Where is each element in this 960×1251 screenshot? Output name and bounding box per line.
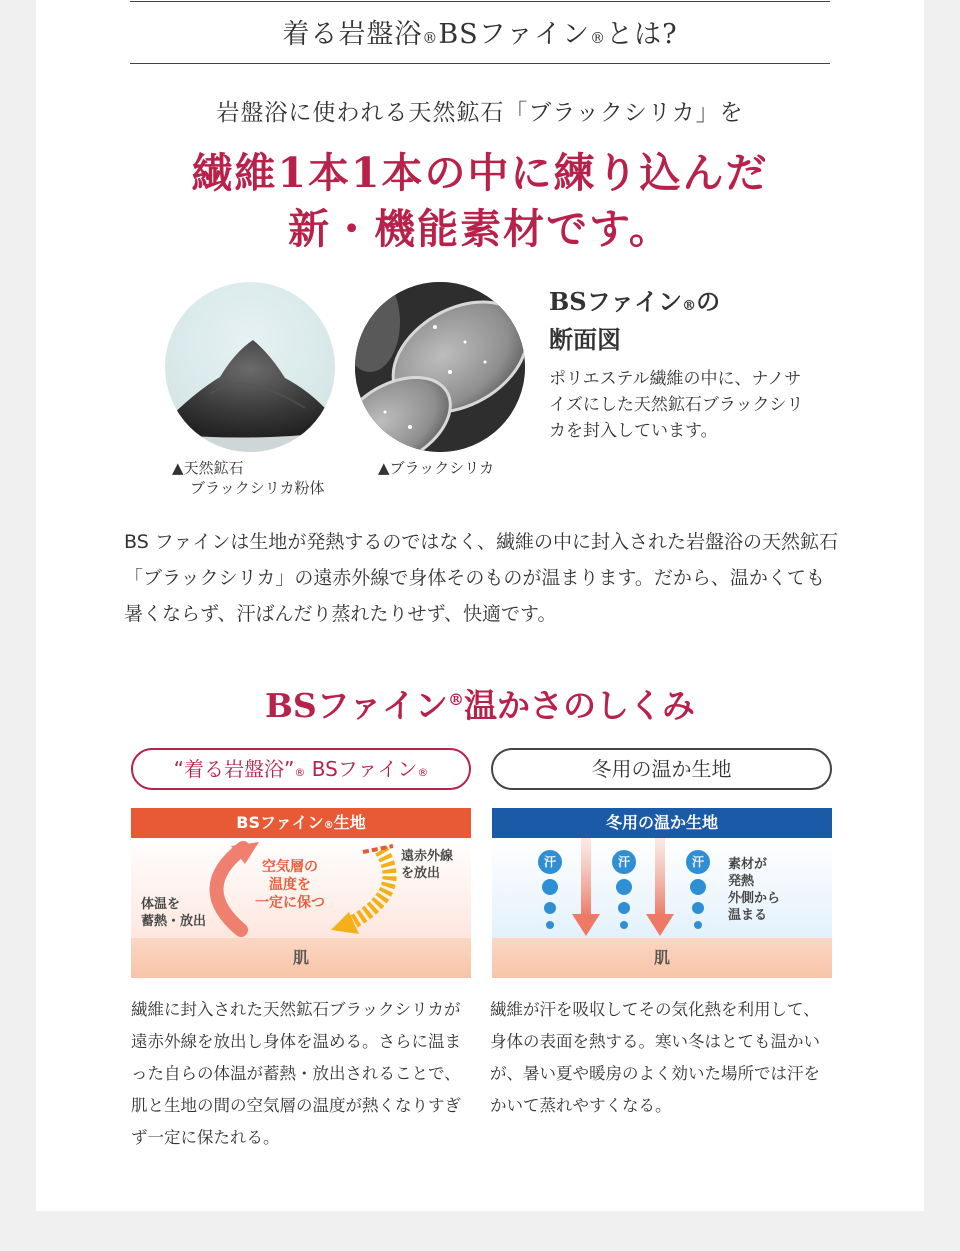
bs-fine-description: 繊維に封入された天然鉱石ブラックシリカが遠赤外線を放出し身体を温める。さらに温まった自らの体温が蓄熱・放出されることで、肌と生地の間の空気層の温度が熱くなりすぎず一定に保たれる。	[131, 1000, 461, 1147]
registered-mark: ®	[448, 690, 465, 709]
label-line: 体温を	[141, 897, 181, 912]
bs-fine-diagram	[131, 838, 471, 938]
top-rule	[130, 1, 830, 2]
heading-part: BSファイン	[438, 19, 591, 50]
material-heat-label	[728, 856, 780, 924]
winter-fabric-diagram	[492, 838, 832, 938]
heading-part: 着る岩盤浴	[282, 19, 423, 50]
lead-line-2: 新・機能素材です。	[288, 205, 672, 253]
cross-section-title-part: の	[696, 287, 721, 316]
section-heading	[130, 12, 830, 51]
air-layer-label	[255, 858, 325, 912]
label-line: 温まる	[728, 908, 768, 923]
registered-mark: ®	[590, 29, 607, 47]
cross-section-title-part: BSファイン	[549, 287, 683, 316]
label-line: 遠赤外線	[401, 849, 454, 864]
drop-icon	[694, 921, 702, 929]
fiber-cross-section-icon	[355, 282, 525, 452]
bottom-rule	[130, 63, 830, 64]
cross-section-text: ポリエステル繊維の中に、ナノサイズにした天然鉱石ブラックシリカを封入しています。	[549, 369, 804, 441]
registered-mark: ®	[682, 298, 697, 314]
lead-line-1: 繊維1本1本の中に練り込んだ	[191, 149, 769, 197]
registered-mark: ®	[294, 766, 306, 779]
heading-part: とは?	[606, 19, 678, 50]
drop-icon	[620, 921, 628, 929]
label-line: 外側から	[728, 891, 781, 906]
powder-photo	[165, 282, 335, 452]
drop-icon	[692, 902, 704, 914]
winter-fabric-diagram-header: 冬用の温か生地	[492, 808, 832, 838]
body-paragraph: BS ファインは生地が発熱するのではなく、繊維の中に封入された岩盤浴の天然鉱石「ブラックシリカ」の遠赤外線で身体そのものが温まります。だから、温かくても暑くならず、汗ばんだり蒸れたりせず、快適です。	[124, 531, 839, 625]
powder-caption-1: ▲天然鉱石	[172, 459, 244, 477]
drop-icon	[542, 879, 558, 895]
silica-caption: ▲ブラックシリカ	[378, 459, 495, 477]
powder-pile-icon	[165, 282, 335, 452]
body-heat-label	[141, 896, 206, 930]
drop-icon	[616, 879, 632, 895]
header-text: BSファイン	[236, 813, 324, 832]
mechanism-title	[130, 680, 830, 727]
cross-section-title-part: 断面図	[549, 325, 621, 354]
winter-fabric-pill: 冬用の温か生地	[491, 748, 832, 790]
drop-icon	[546, 921, 554, 929]
mechanism-title-part: BSファイン	[264, 686, 449, 725]
far-infrared-label	[401, 848, 453, 882]
registered-mark: ®	[323, 820, 334, 831]
bs-fine-diagram-header	[131, 808, 471, 838]
drop-icon	[690, 879, 706, 895]
label-line: 温度を	[269, 877, 311, 893]
mechanism-title-part: 温かさのしくみ	[464, 686, 696, 725]
drop-icon	[544, 902, 556, 914]
sweat-icon: 汗	[686, 850, 710, 874]
bs-fine-pill	[131, 748, 471, 790]
pill-text: BSファイン	[305, 757, 418, 781]
registered-mark: ®	[422, 29, 439, 47]
label-line: 一定に保つ	[255, 895, 325, 911]
header-text: 生地	[333, 813, 366, 832]
powder-caption-2: ブラックシリカ粉体	[190, 479, 325, 497]
sweat-icon: 汗	[612, 850, 636, 874]
label-line: 素材が	[728, 857, 768, 872]
pill-text: “着る岩盤浴”	[173, 757, 295, 781]
drop-icon	[618, 902, 630, 914]
label-line: 発熱	[728, 874, 755, 889]
label-line: 蓄熱・放出	[141, 914, 207, 929]
winter-fabric-description: 繊維が汗を吸収してその気化熱を利用して、身体の表面を熱する。寒い冬はとても温かいが、暑い夏や暖房のよく効いた場所では汗をかいて蒸れやすくなる。	[490, 1000, 820, 1115]
intro-subtitle: 岩盤浴に使われる天然鉱石「ブラックシリカ」を	[216, 100, 744, 126]
sweat-icon: 汗	[538, 850, 562, 874]
skin-label-right: 肌	[492, 938, 832, 978]
cross-section-title	[549, 285, 720, 356]
label-line: 空気層の	[262, 859, 318, 875]
registered-mark: ®	[417, 766, 429, 779]
silica-photo	[355, 282, 525, 452]
skin-label-left: 肌	[131, 938, 471, 978]
label-line: を放出	[401, 866, 441, 881]
